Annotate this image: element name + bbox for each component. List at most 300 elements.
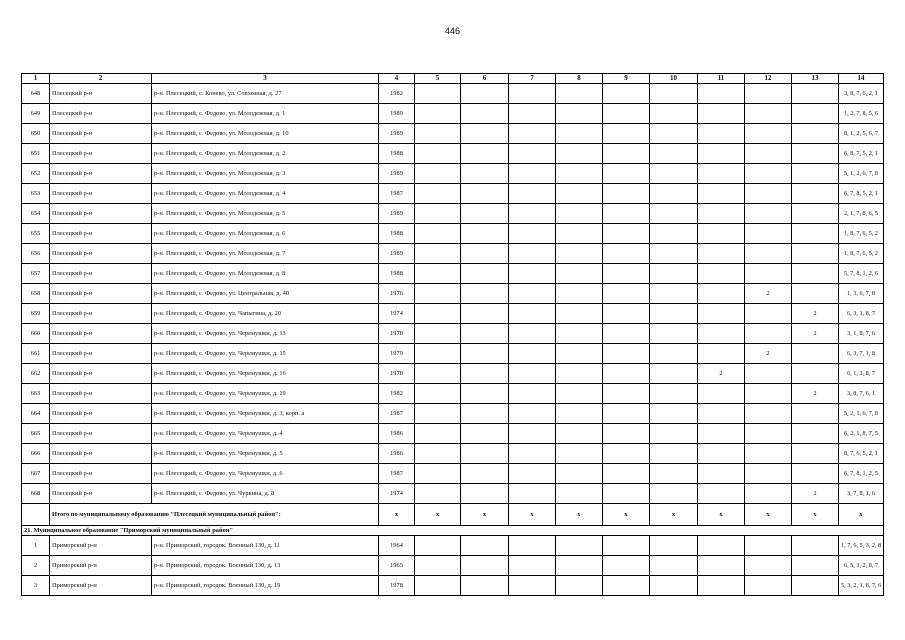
empty-cell (650, 284, 698, 304)
empty-cell (415, 164, 461, 184)
empty-cell (509, 164, 556, 184)
empty-cell (509, 184, 556, 204)
empty-cell (509, 144, 556, 164)
empty-cell (461, 104, 509, 124)
col11-cell (698, 576, 745, 596)
address-cell: р-н. Плесецкий, с. Федово, ул. Молодежная, д. 3 (152, 164, 379, 184)
row-number-cell: 2 (22, 556, 50, 576)
empty-cell (415, 444, 461, 464)
empty-cell (461, 304, 509, 324)
empty-cell (650, 244, 698, 264)
district-cell: Плесецкий р-н (50, 284, 152, 304)
empty-cell (509, 104, 556, 124)
empty-cell (556, 364, 603, 384)
empty-cell (650, 264, 698, 284)
col-header: 8 (556, 74, 603, 84)
col12-cell (745, 324, 792, 344)
empty-cell (650, 556, 698, 576)
col13-cell (792, 124, 839, 144)
district-cell: Приморский р-н (50, 536, 152, 556)
empty-cell (509, 324, 556, 344)
table-row (22, 244, 884, 264)
total-mark: x (792, 504, 839, 526)
address-cell: р-н. Плесецкий, с. Федово, ул. Молодежная, д. 8 (152, 264, 379, 284)
empty-cell (461, 204, 509, 224)
year-cell: 1978 (379, 576, 415, 596)
district-cell: Плесецкий р-н (50, 384, 152, 404)
empty-cell (556, 536, 603, 556)
col-header: 10 (650, 74, 698, 84)
year-cell: 1988 (379, 264, 415, 284)
empty-cell (509, 344, 556, 364)
row-number-cell: 659 (22, 304, 50, 324)
empty-cell (509, 284, 556, 304)
table-row (22, 536, 884, 556)
row-number-cell: 1 (22, 536, 50, 556)
table-row (22, 464, 884, 484)
year-cell: 1988 (379, 144, 415, 164)
codes-cell: 3, 8, 7, 6, 2, 1 (839, 84, 884, 104)
address-cell: р-н. Плесецкий, с. Федово, ул. Молодежная, д. 10 (152, 124, 379, 144)
address-cell: р-н. Плесецкий, с. Федово, ул. Молодежная, д. 6 (152, 224, 379, 244)
year-cell: 1986 (379, 424, 415, 444)
year-cell: 1982 (379, 84, 415, 104)
col13-cell (792, 204, 839, 224)
empty-cell (509, 424, 556, 444)
col13-cell (792, 444, 839, 464)
col13-cell (792, 244, 839, 264)
empty-cell (556, 556, 603, 576)
codes-cell: 8, 1, 2, 5, 6, 7 (839, 124, 884, 144)
empty-cell (509, 244, 556, 264)
codes-cell: 1, 8, 7, 6, 5, 2 (839, 244, 884, 264)
col11-cell (698, 324, 745, 344)
empty-cell (415, 384, 461, 404)
col11-cell (698, 264, 745, 284)
empty-cell (415, 184, 461, 204)
empty-cell (556, 384, 603, 404)
address-cell: р-н. Плесецкий, с. Федово, ул. Молодежная, д. 2 (152, 144, 379, 164)
table-row (22, 484, 884, 504)
empty-cell (556, 144, 603, 164)
row-number-cell: 648 (22, 84, 50, 104)
empty-cell (603, 344, 650, 364)
table-row (22, 184, 884, 204)
empty-cell (461, 284, 509, 304)
table-row (22, 104, 884, 124)
empty-cell (415, 204, 461, 224)
row-number-cell: 3 (22, 576, 50, 596)
total-mark: x (509, 504, 556, 526)
codes-cell: 6, 1, 3, 8, 7 (839, 364, 884, 384)
empty-cell (650, 204, 698, 224)
row-number-cell: 658 (22, 284, 50, 304)
empty-cell (509, 364, 556, 384)
codes-cell: 5, 1, 2, 6, 7, 8 (839, 164, 884, 184)
col11-cell (698, 424, 745, 444)
year-cell: 1974 (379, 304, 415, 324)
empty-cell (556, 84, 603, 104)
col13-cell (792, 144, 839, 164)
row-number-cell: 665 (22, 424, 50, 444)
col13-cell (792, 344, 839, 364)
empty-cell (415, 344, 461, 364)
empty-cell (603, 464, 650, 484)
empty-cell (461, 164, 509, 184)
district-cell: Плесецкий р-н (50, 204, 152, 224)
col12-cell (745, 244, 792, 264)
empty-cell (461, 224, 509, 244)
codes-cell: 6, 3, 1, 8, 7 (839, 304, 884, 324)
empty-cell (556, 576, 603, 596)
empty-cell (415, 556, 461, 576)
empty-cell (415, 404, 461, 424)
empty-cell (556, 484, 603, 504)
year-cell: 1989 (379, 244, 415, 264)
col13-cell (792, 184, 839, 204)
col-header: 3 (152, 74, 379, 84)
table-row (22, 324, 884, 344)
year-cell: 1989 (379, 104, 415, 124)
empty-cell (603, 444, 650, 464)
empty-cell (650, 304, 698, 324)
empty-cell (603, 244, 650, 264)
empty-cell (461, 324, 509, 344)
col12-cell: 2 (745, 344, 792, 364)
empty-cell (509, 84, 556, 104)
table-row (22, 404, 884, 424)
empty-cell (509, 536, 556, 556)
table-row (22, 576, 884, 596)
empty-cell (461, 84, 509, 104)
empty-cell (415, 364, 461, 384)
col12-cell (745, 536, 792, 556)
district-cell: Приморский р-н (50, 556, 152, 576)
empty-cell (650, 444, 698, 464)
empty-cell (650, 576, 698, 596)
empty-cell (556, 244, 603, 264)
district-cell: Плесецкий р-н (50, 144, 152, 164)
table-row (22, 444, 884, 464)
row-number-cell: 649 (22, 104, 50, 124)
col11-cell (698, 556, 745, 576)
empty-cell (415, 244, 461, 264)
empty-cell (461, 344, 509, 364)
empty-cell (556, 444, 603, 464)
empty-cell (461, 424, 509, 444)
col13-cell (792, 164, 839, 184)
col-header: 7 (509, 74, 556, 84)
year-cell: 1987 (379, 184, 415, 204)
empty-cell (509, 124, 556, 144)
col12-cell (745, 444, 792, 464)
col13-cell (792, 224, 839, 244)
table-row (22, 204, 884, 224)
empty-cell (415, 144, 461, 164)
empty-cell (509, 464, 556, 484)
empty-cell (603, 284, 650, 304)
empty-cell (509, 264, 556, 284)
table-row (22, 556, 884, 576)
empty-cell (650, 104, 698, 124)
col12-cell (745, 384, 792, 404)
district-cell: Плесецкий р-н (50, 444, 152, 464)
address-cell: р-н. Приморский, городок. Военный 130, д. 19 (152, 576, 379, 596)
empty-cell (650, 164, 698, 184)
col11-cell (698, 164, 745, 184)
empty-cell (556, 324, 603, 344)
col11-cell (698, 284, 745, 304)
row-number-cell: 667 (22, 464, 50, 484)
district-cell: Плесецкий р-н (50, 304, 152, 324)
col13-cell (792, 364, 839, 384)
empty-cell (415, 224, 461, 244)
empty-cell (415, 464, 461, 484)
empty-cell (603, 224, 650, 244)
empty-cell (461, 556, 509, 576)
empty-cell (603, 304, 650, 324)
codes-cell: 5, 7, 8, 1, 2, 6 (839, 264, 884, 284)
empty-cell (556, 184, 603, 204)
col11-cell (698, 184, 745, 204)
col12-cell (745, 304, 792, 324)
col11-cell (698, 464, 745, 484)
col13-cell (792, 424, 839, 444)
address-cell: р-н. Плесецкий, с. Федово, ул. Черемушки, д. 15 (152, 344, 379, 364)
col13-cell: 2 (792, 384, 839, 404)
col13-cell (792, 556, 839, 576)
empty-cell (650, 484, 698, 504)
year-cell: 1986 (379, 444, 415, 464)
col11-cell (698, 224, 745, 244)
col11-cell (698, 104, 745, 124)
col-header: 5 (415, 74, 461, 84)
row-number-cell: 653 (22, 184, 50, 204)
empty-cell (509, 576, 556, 596)
empty-cell (415, 84, 461, 104)
empty-cell (556, 344, 603, 364)
district-cell: Плесецкий р-н (50, 104, 152, 124)
empty-cell (650, 324, 698, 344)
year-cell: 1964 (379, 536, 415, 556)
district-cell: Плесецкий р-н (50, 364, 152, 384)
codes-cell: 5, 3, 2, 1, 8, 7, 6 (839, 576, 884, 596)
address-cell: р-н. Плесецкий, с. Федово, ул. Черемушки, д. 19 (152, 384, 379, 404)
total-empty-cell (22, 504, 50, 526)
empty-cell (461, 404, 509, 424)
address-cell: р-н. Плесецкий, с. Федово, ул. Черемушки, д. 16 (152, 364, 379, 384)
col11-cell (698, 204, 745, 224)
empty-cell (603, 184, 650, 204)
year-cell: 1974 (379, 484, 415, 504)
empty-cell (603, 404, 650, 424)
empty-cell (509, 556, 556, 576)
col12-cell (745, 204, 792, 224)
empty-cell (556, 404, 603, 424)
col12-cell (745, 404, 792, 424)
empty-cell (461, 244, 509, 264)
district-cell: Плесецкий р-н (50, 84, 152, 104)
total-mark: x (745, 504, 792, 526)
empty-cell (461, 144, 509, 164)
col-header: 2 (50, 74, 152, 84)
empty-cell (603, 484, 650, 504)
district-cell: Плесецкий р-н (50, 124, 152, 144)
empty-cell (415, 484, 461, 504)
col13-cell (792, 536, 839, 556)
codes-cell: 6, 3, 7, 1, 8 (839, 344, 884, 364)
empty-cell (509, 224, 556, 244)
empty-cell (556, 464, 603, 484)
empty-cell (556, 224, 603, 244)
col13-cell (792, 84, 839, 104)
table-row (22, 284, 884, 304)
col-header: 13 (792, 74, 839, 84)
empty-cell (415, 104, 461, 124)
codes-cell: 3, 8, 7, 6, 1 (839, 384, 884, 404)
row-number-cell: 661 (22, 344, 50, 364)
empty-cell (650, 224, 698, 244)
empty-cell (461, 484, 509, 504)
row-number-cell: 652 (22, 164, 50, 184)
col13-cell (792, 404, 839, 424)
district-cell: Плесецкий р-н (50, 464, 152, 484)
total-mark: x (603, 504, 650, 526)
empty-cell (603, 204, 650, 224)
year-cell: 1989 (379, 204, 415, 224)
empty-cell (461, 184, 509, 204)
empty-cell (415, 304, 461, 324)
empty-cell (556, 104, 603, 124)
col-header: 1 (22, 74, 50, 84)
district-cell: Плесецкий р-н (50, 164, 152, 184)
empty-cell (650, 404, 698, 424)
codes-cell: 8, 7, 6, 5, 2, 1 (839, 444, 884, 464)
col13-cell (792, 464, 839, 484)
codes-cell: 3, 1, 8, 7, 6 (839, 324, 884, 344)
address-cell: р-н. Плесецкий, с. Федово, ул. Черемушки, д. 4 (152, 424, 379, 444)
empty-cell (650, 124, 698, 144)
row-number-cell: 660 (22, 324, 50, 344)
empty-cell (603, 384, 650, 404)
total-label: Итого по муниципальному образованию "Плесецкий муниципальный район": (50, 504, 379, 526)
col13-cell (792, 576, 839, 596)
empty-cell (603, 84, 650, 104)
codes-cell: 1, 3, 6, 7, 8 (839, 284, 884, 304)
year-cell: 1987 (379, 464, 415, 484)
col12-cell (745, 484, 792, 504)
table-row (22, 264, 884, 284)
empty-cell (650, 144, 698, 164)
col13-cell: 2 (792, 484, 839, 504)
codes-cell: 6, 2, 1, 8, 7, 5 (839, 424, 884, 444)
col-header: 4 (379, 74, 415, 84)
address-cell: р-н. Плесецкий, с. Федово, ул. Чуркина, д. 8 (152, 484, 379, 504)
col11-cell (698, 124, 745, 144)
col13-cell (792, 284, 839, 304)
year-cell: 1988 (379, 224, 415, 244)
col12-cell (745, 424, 792, 444)
empty-cell (650, 384, 698, 404)
col12-cell (745, 556, 792, 576)
empty-cell (461, 124, 509, 144)
address-cell: р-н. Приморский, городок. Военный 130, д. 11 (152, 536, 379, 556)
total-mark: x (839, 504, 884, 526)
col11-cell (698, 144, 745, 164)
empty-cell (461, 464, 509, 484)
empty-cell (650, 184, 698, 204)
table-row (22, 84, 884, 104)
header-row (22, 74, 884, 84)
row-number-cell: 666 (22, 444, 50, 464)
empty-cell (461, 576, 509, 596)
empty-cell (556, 424, 603, 444)
empty-cell (415, 424, 461, 444)
col13-cell: 2 (792, 324, 839, 344)
empty-cell (650, 424, 698, 444)
empty-cell (461, 444, 509, 464)
col11-cell (698, 344, 745, 364)
row-number-cell: 656 (22, 244, 50, 264)
row-number-cell: 663 (22, 384, 50, 404)
year-cell: 1978 (379, 324, 415, 344)
total-mark: x (415, 504, 461, 526)
empty-cell (650, 364, 698, 384)
address-cell: р-н. Плесецкий, с. Конево, ул. Совхозная, д. 27 (152, 84, 379, 104)
address-cell: р-н. Плесецкий, с. Федово, ул. Чапыгина, д. 20 (152, 304, 379, 324)
empty-cell (461, 264, 509, 284)
col13-cell (792, 264, 839, 284)
year-cell: 1987 (379, 404, 415, 424)
col12-cell (745, 144, 792, 164)
empty-cell (509, 404, 556, 424)
empty-cell (509, 484, 556, 504)
col12-cell (745, 164, 792, 184)
col11-cell (698, 304, 745, 324)
col-header: 12 (745, 74, 792, 84)
section-row (22, 526, 884, 536)
year-cell: 1989 (379, 124, 415, 144)
empty-cell (650, 344, 698, 364)
district-cell: Плесецкий р-н (50, 264, 152, 284)
year-cell: 1965 (379, 556, 415, 576)
empty-cell (509, 204, 556, 224)
empty-cell (603, 144, 650, 164)
total-mark: x (698, 504, 745, 526)
empty-cell (603, 424, 650, 444)
table-row (22, 224, 884, 244)
row-number-cell: 655 (22, 224, 50, 244)
codes-cell: 6, 5, 3, 2, 8, 7 (839, 556, 884, 576)
empty-cell (556, 124, 603, 144)
col11-cell (698, 244, 745, 264)
empty-cell (603, 576, 650, 596)
col-header: 11 (698, 74, 745, 84)
table-row (22, 124, 884, 144)
row-number-cell: 662 (22, 364, 50, 384)
col12-cell (745, 464, 792, 484)
total-mark: x (650, 504, 698, 526)
address-cell: р-н. Плесецкий, с. Федово, ул. Молодежная, д. 1 (152, 104, 379, 124)
empty-cell (556, 164, 603, 184)
empty-cell (415, 284, 461, 304)
codes-cell: 3, 7, 8, 1, 6 (839, 484, 884, 504)
empty-cell (603, 324, 650, 344)
col11-cell (698, 84, 745, 104)
codes-cell: 6, 7, 8, 1, 2, 5 (839, 464, 884, 484)
col12-cell (745, 124, 792, 144)
col12-cell (745, 224, 792, 244)
